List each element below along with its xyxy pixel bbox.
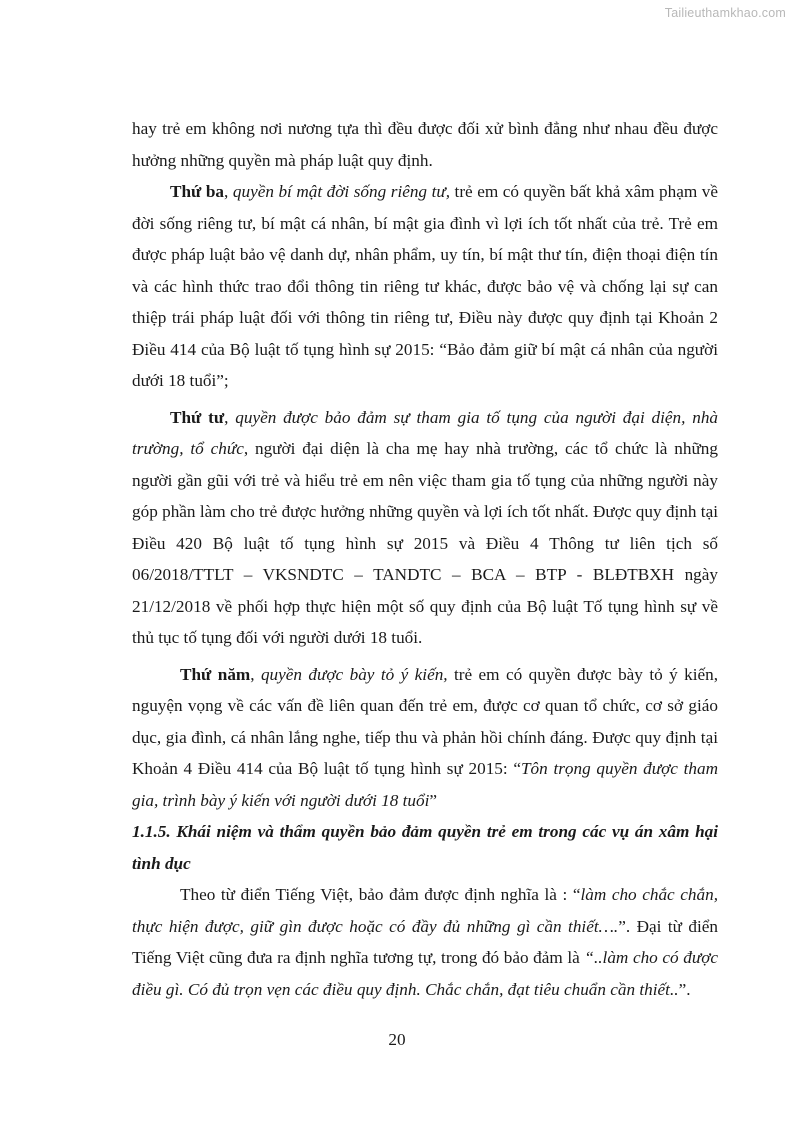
watermark: Tailieuthamkhao.com xyxy=(664,6,786,20)
paragraph-fifth-right: Thứ năm, quyền được bày tỏ ý kiến, trẻ em có quyền được bày tỏ ý kiến, nguyện vọng về các vấn đề liên quan đến trẻ em, được cơ quan tổ chức, cơ sở giáo dục, gia đình, cá nhân lắng nghe, tiếp thu và phản hồi chính đáng. Được quy định tại Khoản 4 Điều 414 của Bộ luật tố tụng hình sự 2015: “Tôn trọng quyền được tham gia, trình bày ý kiến với người dưới 18 tuổi” xyxy=(132,664,719,810)
section-heading: 1.1.5. Khái niệm và thẩm quyền bảo đảm quyền trẻ em trong các vụ án xâm hại tình dục xyxy=(132,822,718,873)
page-body xyxy=(132,113,718,1005)
paragraph-continuation: hay trẻ em không nơi nương tựa thì đều được đối xử bình đẳng như nhau đều được hưởng những quyền mà pháp luật quy định. xyxy=(132,119,718,170)
paragraph-text: trẻ em có quyền được bày tỏ ý kiến, nguyện vọng về các vấn đề liên quan đến trẻ em, được cơ quan tổ chức, cơ sở giáo dục, gia đình, cá nhân lắng nghe, tiếp thu và phản hồi chính đáng. Được quy định tại Khoản 4 Điều 414 của Bộ luật tố tụng hình sự 2015: “ xyxy=(132,664,719,778)
lead-term: Thứ ba xyxy=(170,182,225,201)
right-title: quyền bí mật đời sống riêng tư, xyxy=(232,182,451,201)
paragraph-text: trẻ em có quyền bất khả xâm phạm về đời sống riêng tư, bí mật cá nhân, bí mật gia đình vì lợi ích tốt nhất của trẻ. Trẻ em được pháp luật bảo vệ danh dự, nhân phẩm, uy tín, bí mật thư tín, điện thoại điện tín và các hình thức trao đổi thông tin riêng tư khác, được bảo vệ và chống lại sự can thiệp trái pháp luật đối với thông tin riêng tư, Điều này được quy định tại Khoản 2 Điều 414 của Bộ luật tố tụng hình sự 2015: “Bảo đảm giữ bí mật cá nhân của người dưới 18 tuổi”; xyxy=(132,182,718,390)
page-number: 20 xyxy=(388,1030,406,1049)
paragraph-fourth-right: Thứ tư, quyền được bảo đảm sự tham gia tố tụng của người đại diện, nhà trường, tổ chức, người đại diện là cha mẹ hay nhà trường, các tổ chức là những người gần gũi với trẻ và hiểu trẻ em nên việc tham gia tố tụng của những người này góp phần làm cho trẻ được hưởng những quyền và lợi ích tốt nhất. Được quy định tại Điều 420 Bộ luật tố tụng hình sự 2015 và Điều 4 Thông tư liên tịch số 06/2018/TTLT – VKSNDTC – TANDTC – BCA – BTP - BLĐTBXH ngày 21/12/2018 về phối hợp thực hiện một số quy định của Bộ luật Tố tụng hình sự về thủ tục tố tụng đối với người dưới 18 tuổi. xyxy=(132,407,719,647)
paragraph-definition: Theo từ điển Tiếng Việt, bảo đảm được định nghĩa là : “làm cho chắc chắn, thực hiện được, giữ gìn được hoặc có đầy đủ những gì cần thiết….”. Đại từ điển Tiếng Việt cũng đưa ra định nghĩa tương tự, trong đó bảo đảm là “..làm cho có được điều gì. Có đủ trọn vẹn các điều quy định. Chắc chắn, đạt tiêu chuẩn cần thiết..”. xyxy=(132,885,718,999)
paragraph-third-right: Thứ ba, quyền bí mật đời sống riêng tư, trẻ em có quyền bất khả xâm phạm về đời sống riêng tư, bí mật cá nhân, bí mật gia đình vì lợi ích tốt nhất của trẻ. Trẻ em được pháp luật bảo vệ danh dự, nhân phẩm, uy tín, bí mật thư tín, điện thoại điện tín và các hình thức trao đổi thông tin riêng tư khác, được bảo vệ và chống lại sự can thiệp trái pháp luật đối với thông tin riêng tư, Điều này được quy định tại Khoản 2 Điều 414 của Bộ luật tố tụng hình sự 2015: “Bảo đảm giữ bí mật cá nhân của người dưới 18 tuổi”; xyxy=(132,182,718,390)
quoted-text: Tôn trọng quyền được tham gia, trình bày ý kiến với người dưới 18 tuổi xyxy=(132,759,718,810)
lead-term: Thứ tư xyxy=(170,407,225,427)
right-title: quyền được bày tỏ ý kiến, xyxy=(260,664,448,684)
right-title: quyền được bảo đảm sự tham gia tố tụng của người đại diện, nhà trường, tổ chức xyxy=(132,407,719,458)
quoted-definition: làm cho chắc chắn, thực hiện được, giữ gìn được hoặc có đầy đủ những gì cần thiết…. xyxy=(132,885,718,936)
quoted-definition: “..làm cho có được điều gì. Có đủ trọn vẹn các điều quy định. Chắc chắn, đạt tiêu chuẩn cần thiết.. xyxy=(132,948,718,999)
paragraph-text: , người đại diện là cha mẹ hay nhà trường, các tổ chức là những người gần gũi với trẻ và hiểu trẻ em nên việc tham gia tố tụng của những người này góp phần làm cho trẻ được hưởng những quyền và lợi ích tốt nhất. Được quy định tại Điều 420 Bộ luật tố tụng hình sự 2015 và Điều 4 Thông tư liên tịch số 06/2018/TTLT – VKSNDTC – TANDTC – BCA – BTP - BLĐTBXH ngày 21/12/2018 về phối hợp thực hiện một số quy định của Bộ luật Tố tụng hình sự về thủ tục tố tụng đối với người dưới 18 tuổi. xyxy=(132,439,718,647)
lead-term: Thứ năm xyxy=(180,664,251,684)
